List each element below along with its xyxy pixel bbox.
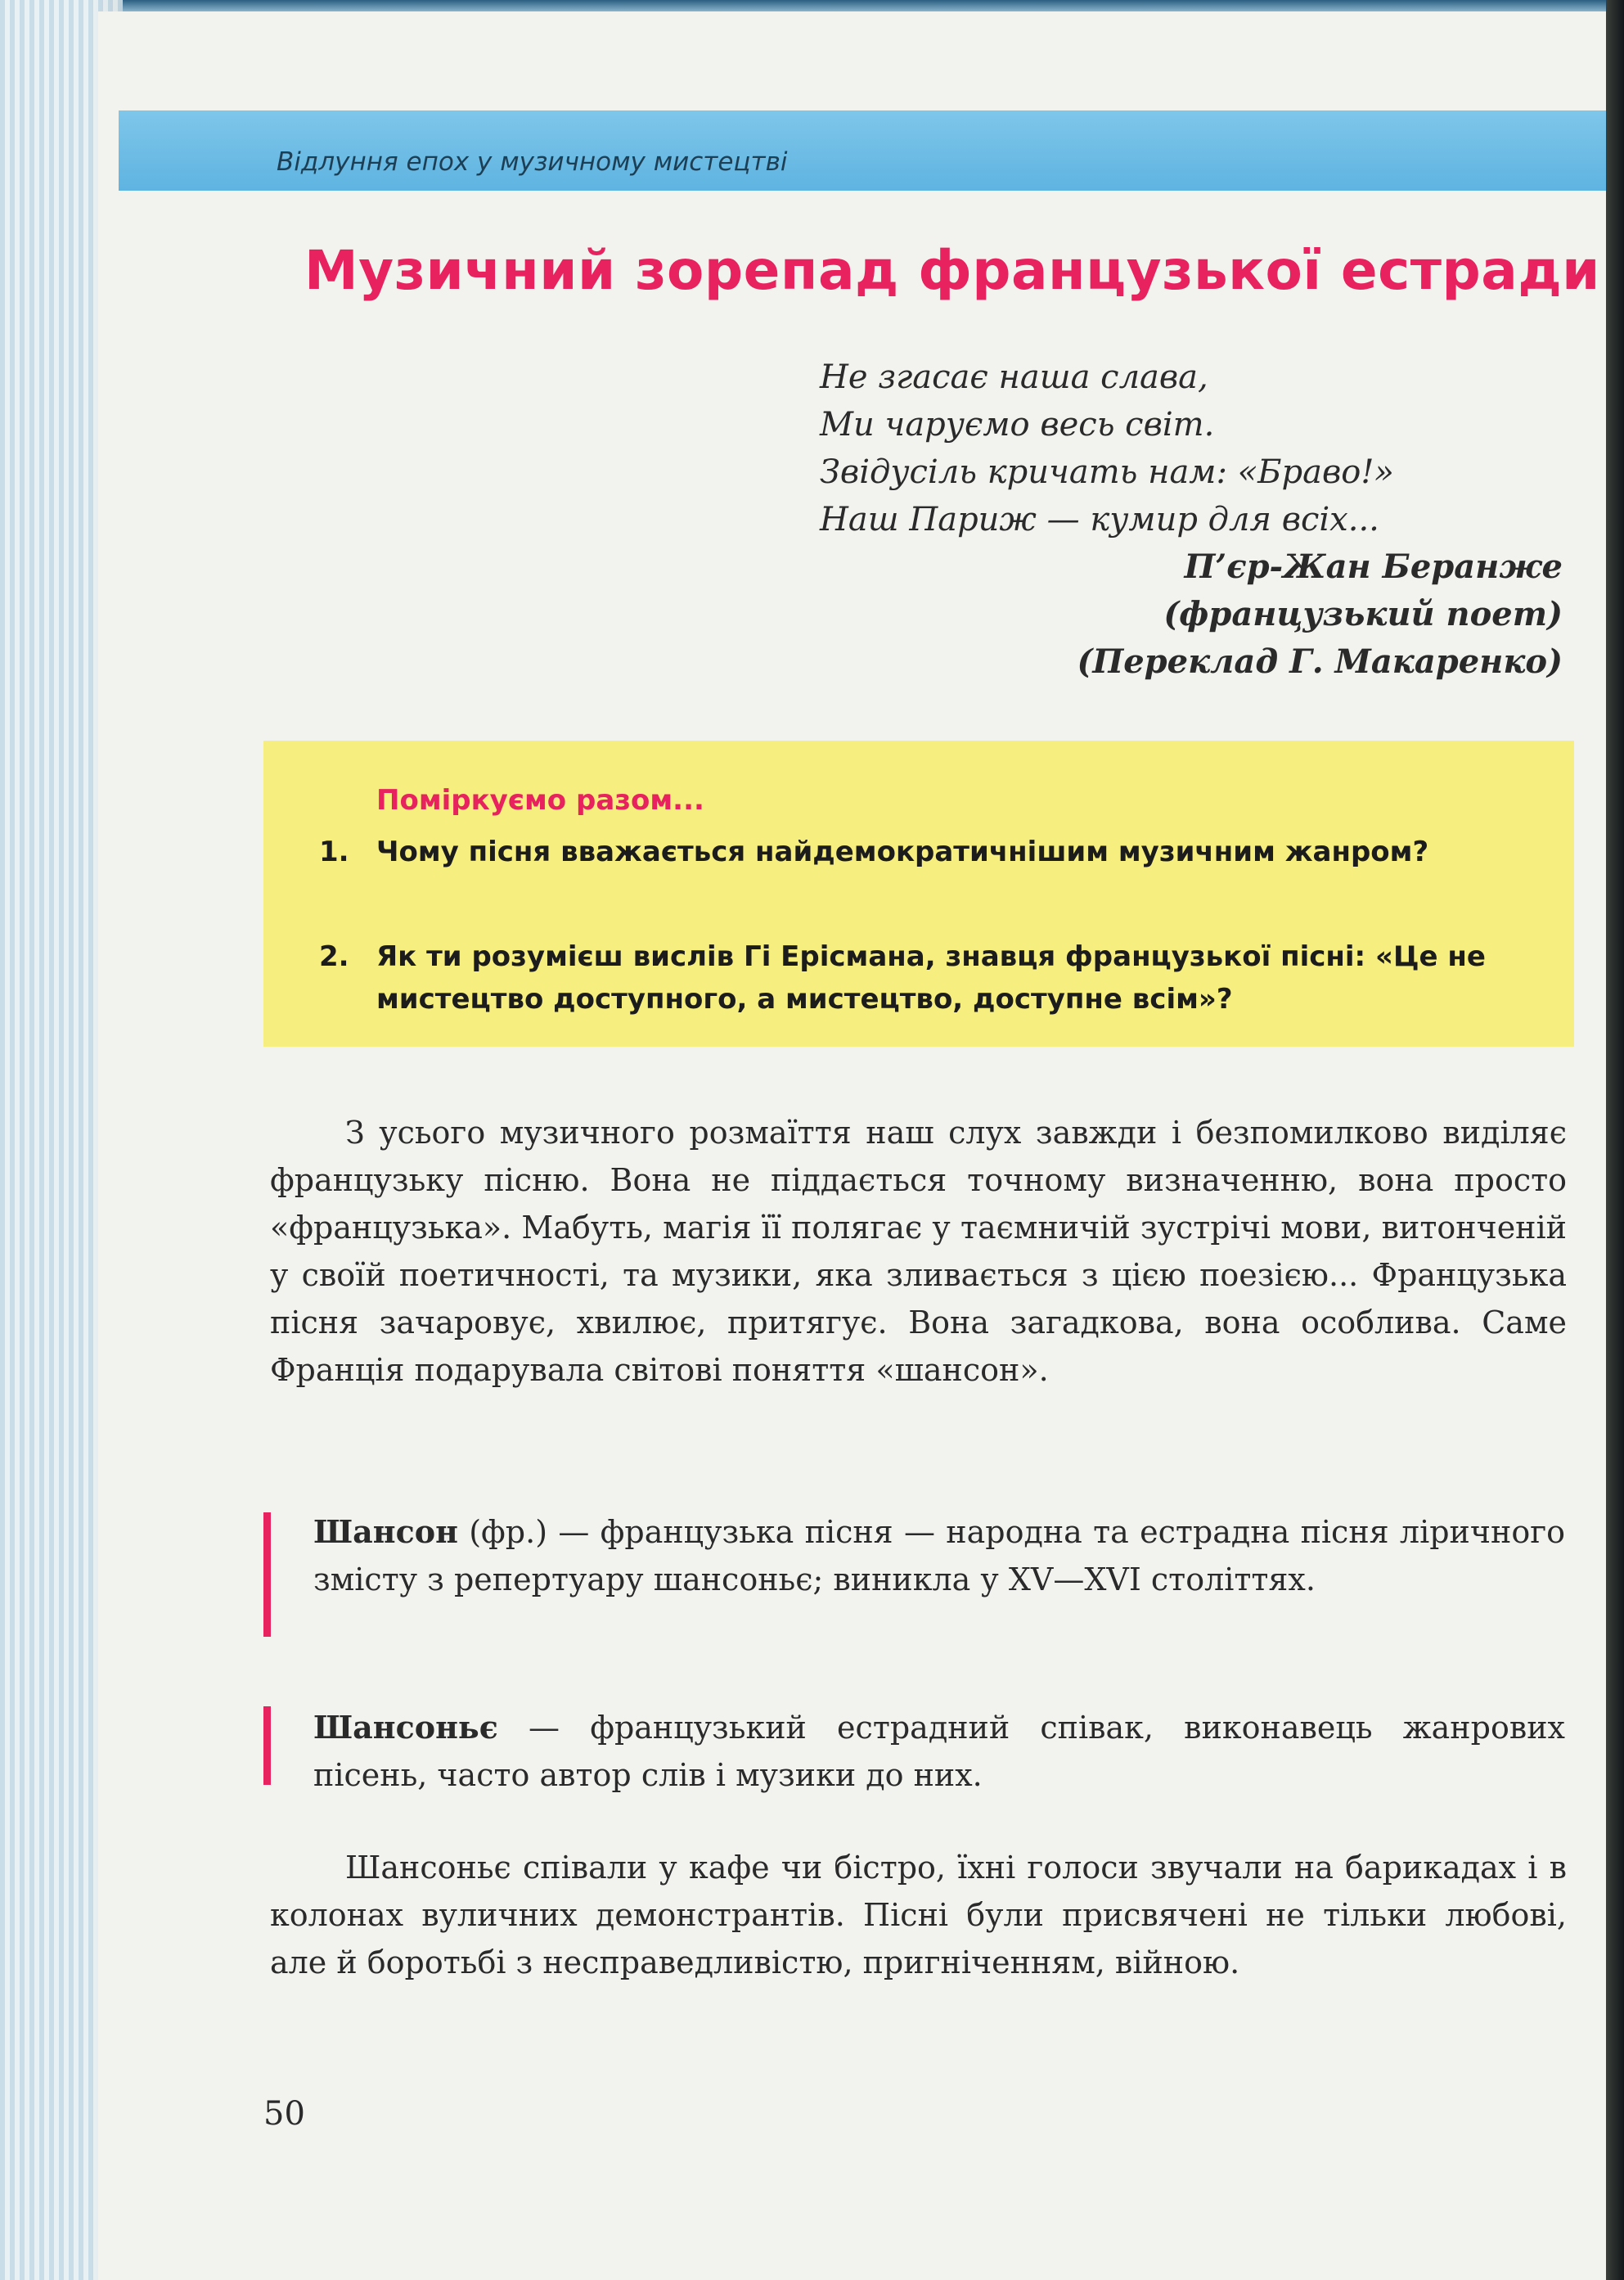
discussion-title: Поміркуємо разом...	[376, 784, 704, 817]
body-paragraph: Шансоньє співали у кафе чи бістро, їхні голоси звучали на барикадах і в колонах вуличних демонстрантів. Пісні були присвячені не тільки любові, але й боротьбі з несправедливістю, пригніченням, війною.	[270, 1850, 1567, 1980]
question-number: 1.	[319, 836, 349, 868]
question-text: Як ти розумієш вислів Гі Ерісмана, знавця французької пісні: «Це не мистецтво доступного, а мистецтво, доступне всім»?	[376, 940, 1486, 1016]
epigraph-line: Ми чаруємо весь світ.	[820, 406, 1215, 444]
definition-text: (фр.) — французька пісня — народна та естрадна пісня ліричного змісту з репертуару шансоньє; виникла у XV—XVI століттях.	[313, 1514, 1565, 1597]
definition-term: Шансоньє	[313, 1709, 498, 1746]
definition-marker	[263, 1512, 271, 1637]
page-title: Музичний зорепад французької естради	[304, 239, 1600, 302]
definition-marker	[263, 1706, 271, 1785]
discussion-question	[319, 831, 1554, 873]
epigraph-translator: (Переклад Г. Макаренко)	[1077, 642, 1563, 681]
body-paragraph: З усього музичного розмаїття наш слух завжди і безпомилково виділяє французьку пісню. Вона не піддається точному визначенню, вона просто «французька». Мабуть, магія її полягає у таємничій зустрічі мови, витонченій у своїй поетичності, та музики, яка зливається з цією поезією... Французька пісня зачаровує, хвилює, притягує. Вона загадкова, вона особлива. Саме Франція подарувала світові поняття «шансон».	[270, 1115, 1567, 1388]
epigraph	[820, 354, 1572, 686]
definition-term: Шансон	[313, 1513, 458, 1550]
question-text: Чому пісня вважається найдемократичнішим музичним жанром?	[376, 836, 1429, 868]
epigraph-author: П’єр-Жан Беранже	[1184, 547, 1563, 586]
discussion-question	[319, 935, 1554, 1021]
epigraph-line: Звідусіль кричать нам: «Браво!»	[820, 453, 1394, 491]
epigraph-line: Наш Париж — кумир для всіх...	[820, 501, 1379, 538]
question-number: 2.	[319, 940, 349, 973]
definition-chanson	[313, 1508, 1565, 1603]
book-spine-edge	[1606, 0, 1624, 2280]
definition-chansonnier	[313, 1704, 1565, 1799]
running-head: Відлуння епох у музичному мистецтві	[277, 147, 788, 177]
definition-text: — французький естрадний співак, виконавець жанрових пісень, часто автор слів і музики до них.	[313, 1710, 1565, 1793]
book-top-edge	[0, 0, 1624, 11]
epigraph-line: Не згасає наша слава,	[820, 358, 1208, 396]
epigraph-author-note: (французький поет)	[1163, 595, 1563, 633]
page-number: 50	[263, 2095, 305, 2133]
